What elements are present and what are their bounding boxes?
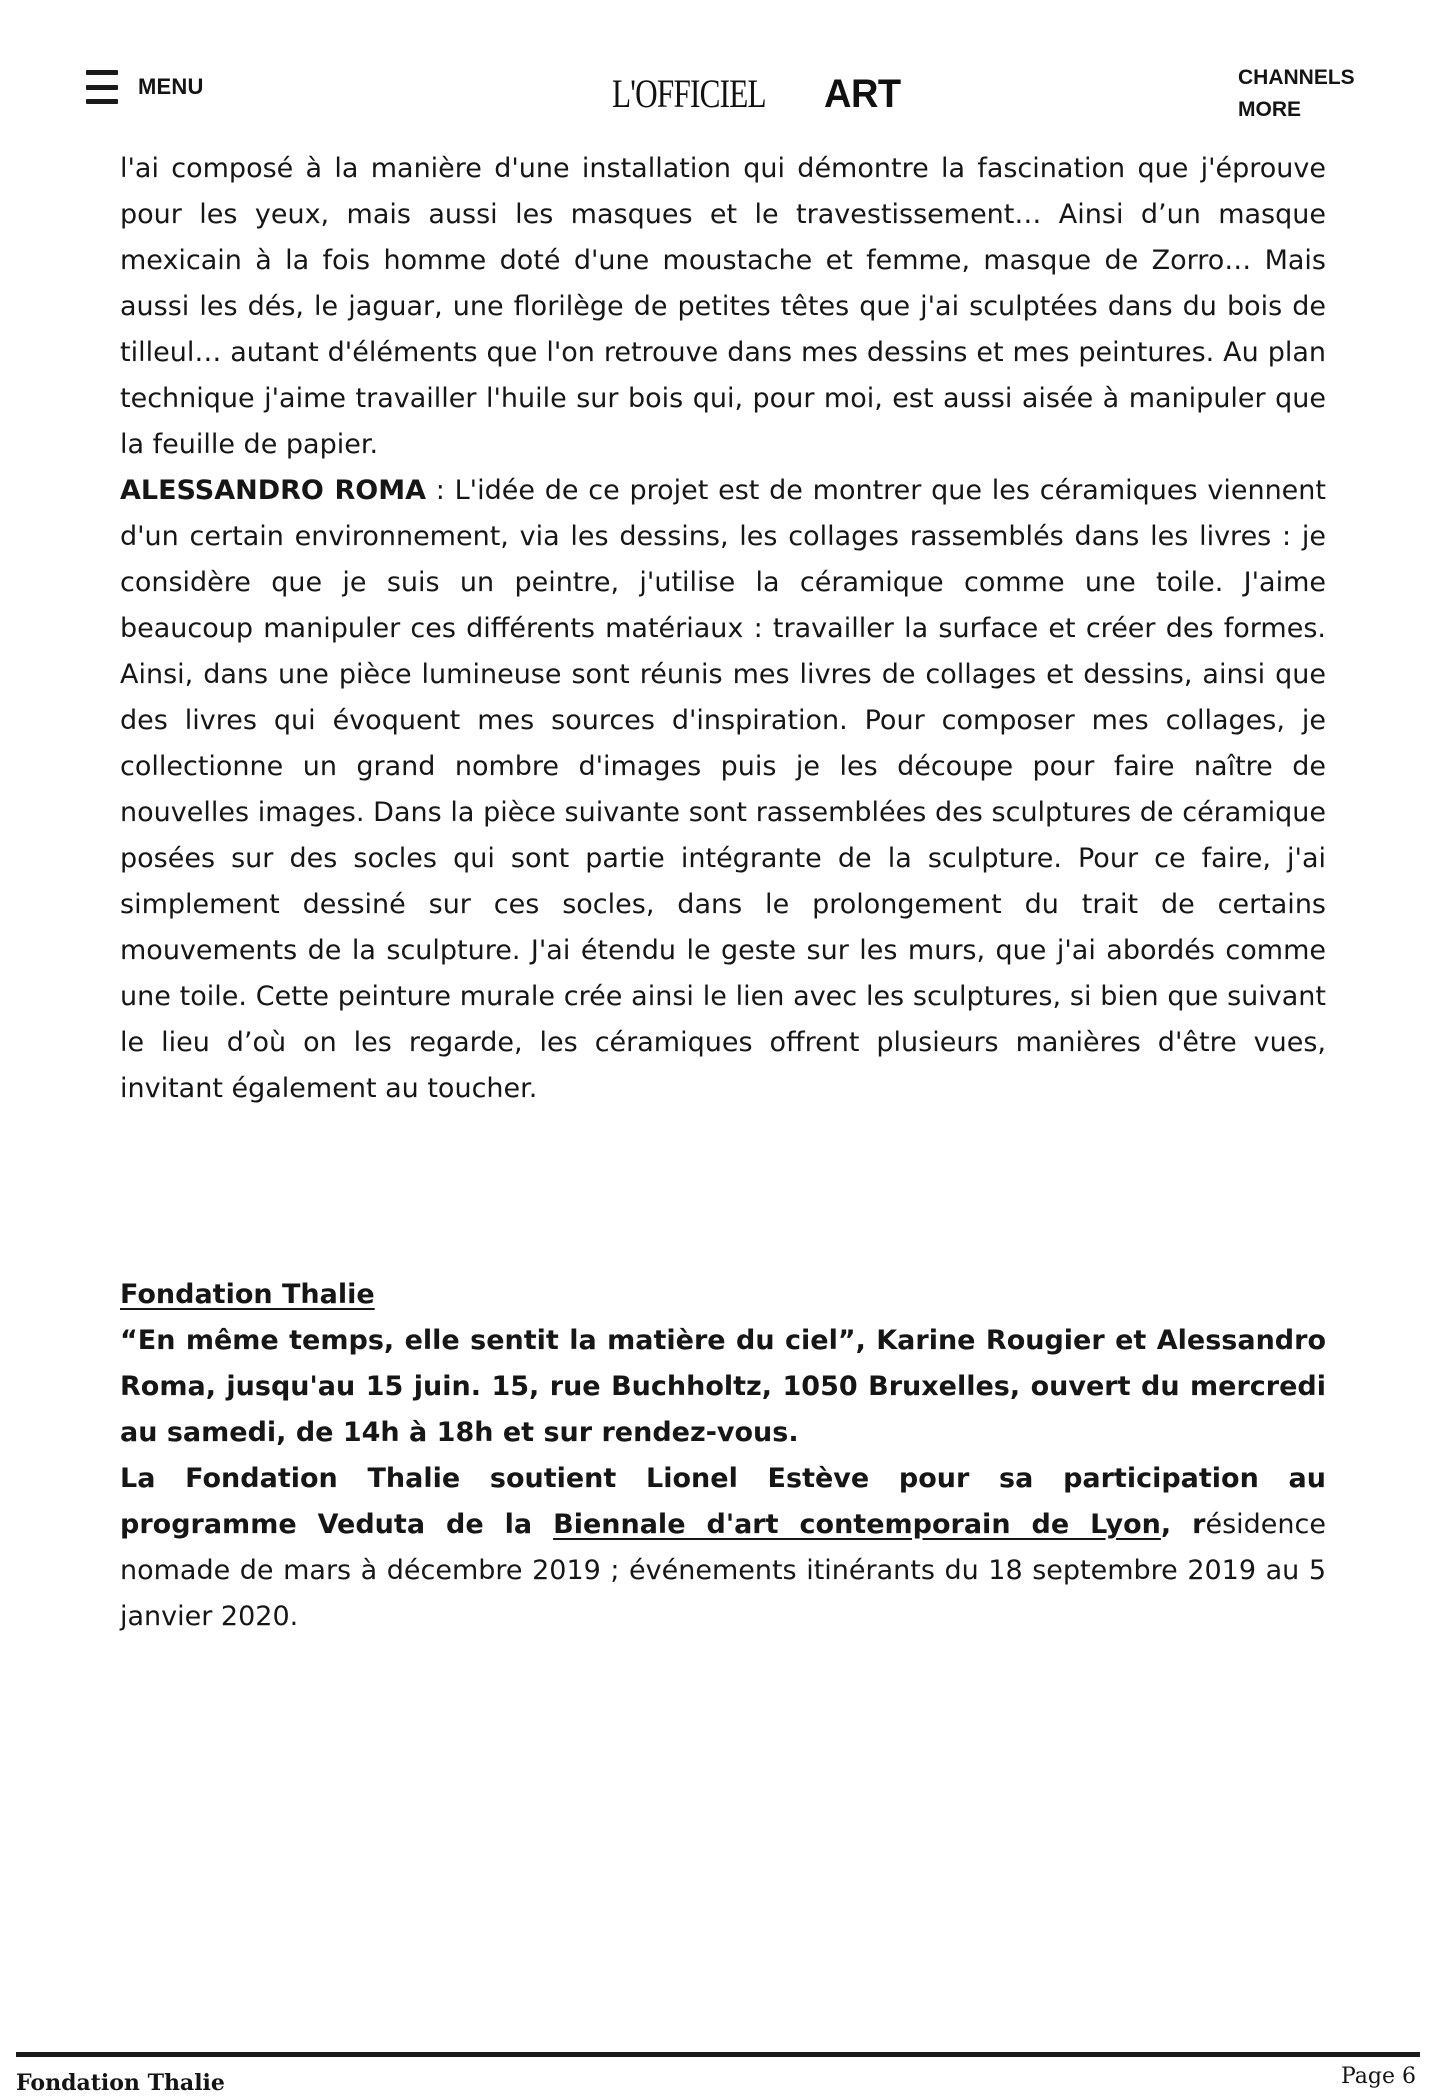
speaker-name: ALESSANDRO ROMA xyxy=(120,475,426,506)
fondation-title: Fondation Thalie xyxy=(120,1279,375,1310)
exhibition-info: “En même temps, elle sentit la matière du ciel”, Karine Rougier et Alessandro Roma, jusqu'au 15 juin. 15, rue Buchholtz, 1050 Bruxelles, ouvert du mercredi au samedi, de 14h à 18h et sur rendez-vous. xyxy=(120,1325,1326,1448)
hamburger-icon[interactable] xyxy=(86,70,118,104)
menu-button[interactable] xyxy=(86,70,204,104)
intro-paragraph: l'ai composé à la manière d'une installation qui démontre la fascination que j'éprouve pour les yeux, mais aussi les masques et le travestissement… Ainsi d’un masque mexicain à la fois homme doté d'une moustache et femme, masque de Zorro… Mais aussi les dés, le jaguar, une florilège de petites têtes que j'ai sculptées dans du bois de tilleul… autant d'éléments que l'on retrouve dans mes dessins et mes peintures. Au plan technique j'aime travailler l'huile sur bois qui, pour moi, est aussi aisée à manipuler que la feuille de papier. xyxy=(120,153,1326,460)
support-comma: , r xyxy=(1160,1509,1206,1540)
header-nav xyxy=(1238,62,1355,126)
footer-divider xyxy=(16,2052,1420,2057)
support-rest-text: ésidence nomade de mars à décembre 2019 ; événements itinérants du 18 septembre 2019 au 5 janvier 2020. xyxy=(120,1509,1326,1632)
roma-paragraph xyxy=(120,468,1326,1112)
more-link[interactable]: MORE xyxy=(1238,98,1301,121)
support-paragraph xyxy=(120,1456,1326,1640)
fondation-info xyxy=(120,1272,1326,1640)
logo-officiel-text: L'OFFICIEL xyxy=(612,71,766,116)
site-logo[interactable] xyxy=(612,70,905,118)
biennale-link[interactable]: Biennale d'art contemporain de Lyon xyxy=(553,1509,1161,1540)
page-number: Page 6 xyxy=(1340,2064,1416,2089)
channels-link[interactable]: CHANNELS xyxy=(1238,66,1355,89)
article-body xyxy=(120,146,1326,1640)
menu-label: MENU xyxy=(138,74,204,99)
logo-art-text: ART xyxy=(824,72,901,116)
support-bold-text: La Fondation Thalie soutient Lionel Estève pour sa participation au programme Veduta de la xyxy=(120,1463,1326,1540)
footer-title: Fondation Thalie xyxy=(16,2070,225,2096)
roma-text: : L'idée de ce projet est de montrer que les céramiques viennent d'un certain environnement, via les dessins, les collages rassemblés dans les livres : je considère que je suis un peintre, j'utilise la céramique comme une toile. J'aime beaucoup manipuler ces différents matériaux : travailler la surface et créer des formes. Ainsi, dans une pièce lumineuse sont réunis mes livres de collages et dessins, ainsi que des livres qui évoquent mes sources d'inspiration. Pour composer mes collages, je collectionne un grand nombre d'images puis je les découpe pour faire naître de nouvelles images. Dans la pièce suivante sont rassemblées des sculptures de céramique posées sur des socles qui sont partie intégrante de la sculpture. Pour ce faire, j'ai simplement dessiné sur ces socles, dans le prolongement du trait de certains mouvements de la sculpture. J'ai étendu le geste sur les murs, que j'ai abordés comme une toile. Cette peinture murale crée ainsi le lien avec les sculptures, si bien que suivant le lieu d’où on les regarde, les céramiques offrent plusieurs manières d'être vues, invitant également au toucher. xyxy=(120,475,1326,1104)
site-header xyxy=(0,0,1440,140)
